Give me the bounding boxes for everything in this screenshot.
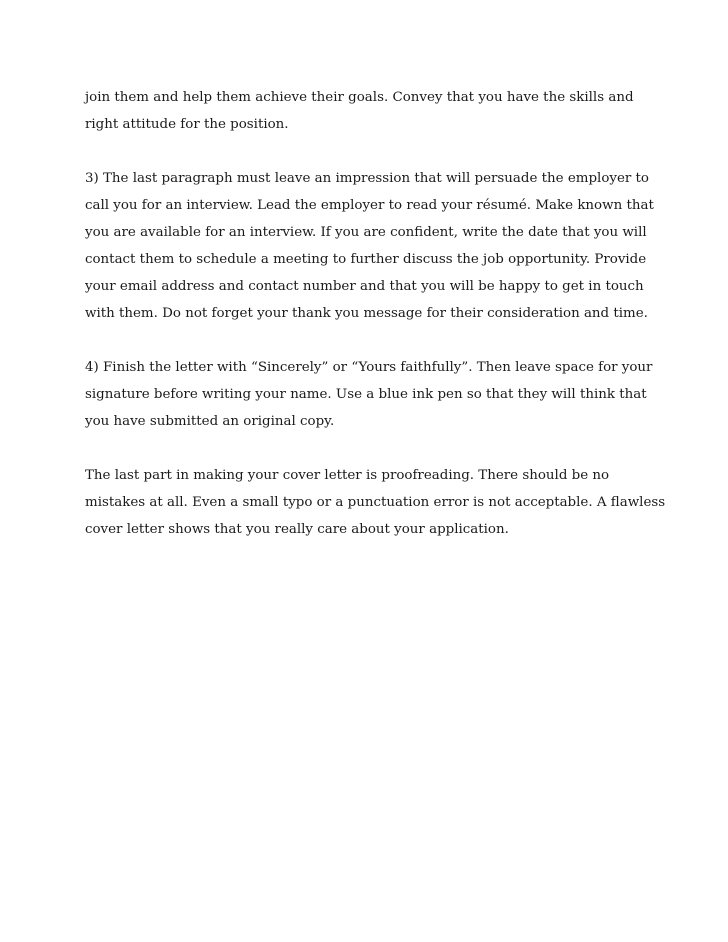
text-line: cover letter shows that you really care about your application.: [85, 522, 509, 537]
paragraph-gap: [85, 138, 655, 165]
paragraph-step-3: [85, 165, 655, 327]
text-line: contact them to schedule a meeting to further discuss the job opportunity. Provide: [85, 252, 647, 267]
paragraph-gap: [85, 435, 655, 462]
text-line: join them and help them achieve their goals. Convey that you have the skills and: [85, 90, 634, 105]
text-line: you are available for an interview. If you are confident, write the date that you will: [85, 225, 647, 240]
text-line: right attitude for the position.: [85, 117, 289, 132]
text-line: signature before writing your name. Use a blue ink pen so that they will think that: [85, 387, 647, 402]
paragraph-gap: [85, 327, 655, 354]
text-line: you have submitted an original copy.: [85, 414, 335, 429]
paragraph-proofreading: [85, 462, 666, 543]
text-line: The last part in making your cover letter is proofreading. There should be no: [85, 468, 610, 483]
text-line: mistakes at all. Even a small typo or a punctuation error is not acceptable. A flawless: [85, 495, 666, 510]
paragraph-continuation: [85, 84, 655, 138]
paragraph-step-4: [85, 354, 655, 435]
text-line: 3) The last paragraph must leave an impression that will persuade the employer to: [85, 171, 649, 186]
document-body: [85, 84, 666, 543]
text-line: call you for an interview. Lead the employer to read your résumé. Make known that: [85, 198, 654, 213]
text-line: 4) Finish the letter with “Sincerely” or “Yours faithfully”. Then leave space for your: [85, 360, 653, 375]
text-line: your email address and contact number and that you will be happy to get in touch: [85, 279, 644, 294]
text-line: with them. Do not forget your thank you message for their consideration and time.: [85, 306, 648, 321]
